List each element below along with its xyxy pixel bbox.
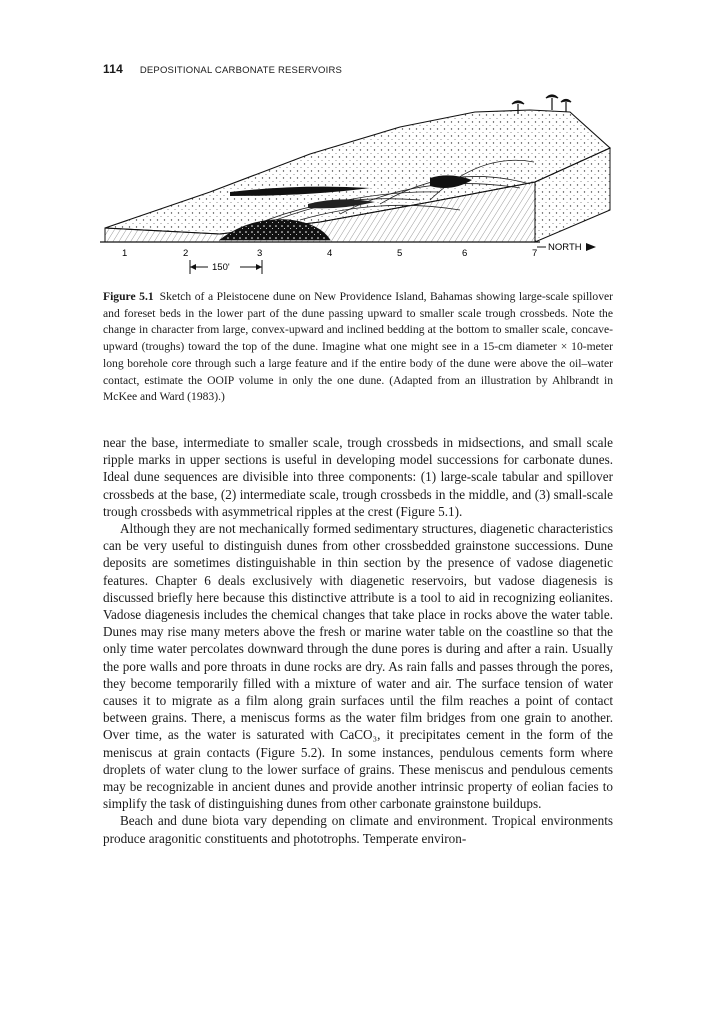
caption-text: Sketch of a Pleistocene dune on New Providence Island, Bahamas showing large-scale spillover and foreset beds in the lower part of the dune passing upward to smaller scale trough crossbeds. Note the change in character from large, convex-upward and inclined bedding at the bottom to smaller scale, concave-upward (troughs) toward the top of the dune. Imagine what one might see in a 15-cm diameter × 10-meter long borehole core through such a large feature and if the entire body of the dune were above the oil–water contact, estimate the OOIP volume in only the one dune. (Adapted from an illustration by Ahlbrandt in McKee and Ward (1983).)	[103, 290, 614, 404]
axis-label-3: 5	[397, 248, 403, 259]
figure-caption	[103, 289, 613, 406]
north-label: NORTH	[548, 242, 582, 253]
axis-label-4: 4	[327, 248, 333, 259]
paragraph: Although they are not mechanically formed sedimentary structures, diagenetic characteristics can be very useful to distinguish dunes from other crossbedded grainstone successions. Dune deposits are sometimes distinguishable in thin section by the presence of vadose diagenetic features. Chapter 6 deals exclusively with diagenetic reservoirs, but vadose diagenesis is discussed briefly here because this distinctive attribute is a tool to aid in recognizing eolianites. Vadose diagenesis includes the chemical changes that take place in rocks above the water table. Dunes may rise many meters above the fresh or marine water table on the coastline so that the only time water percolates downward through the dune pores is during and after a rain. Usually the pore walls and pore throats in dune rocks are dry. As rain falls and passes through the pores, they become temporarily filled with a mixture of water and air. The surface tension of water causes it to migrate as a film along grain surfaces until the film reaches a point of contact between grains. There, a meniscus forms as the water film bridges from one grain to another. Over time, as the water is saturated with CaCO₃, it precipitates cement in the form of the meniscus at grain contacts (Figure 5.2). In some instances, pendulous cements form where droplets of water clung to the lower surface of grains. These meniscus and pendulous cements may be recognizable in ancient dunes and provide another intrinsic property of eolian facies to simplify the task of distinguishing dunes from other carbonate grainstone buildups.	[103, 521, 613, 812]
paragraph: near the base, intermediate to smaller scale, trough crossbeds in midsections, and small scale ripple marks in upper sections is useful in developing model successions for carbonate dunes. Ideal dune sequences are divisible into three components: (1) large-scale tabular and spillover crossbeds at the base, (2) intermediate scale, trough crossbeds in the middle, and (3) small-scale trough crossbeds with asymmetrical ripples at the crest (Figure 5.1).	[103, 435, 613, 519]
page-number: 114	[103, 62, 123, 76]
body-text	[103, 434, 613, 847]
caption-label: Figure 5.1	[103, 290, 154, 303]
paragraph: Beach and dune biota vary depending on climate and environment. Tropical environments produce aragonitic constituents and phototrophs. Temperate environ-	[103, 813, 613, 846]
running-title: DEPOSITIONAL CARBONATE RESERVOIRS	[139, 65, 343, 76]
axis-label-5: 3	[257, 248, 263, 259]
dune-sketch-illustration	[100, 92, 620, 282]
figure-5-1	[100, 92, 620, 282]
north-arrow-icon	[586, 243, 596, 251]
scale-bar	[190, 260, 262, 274]
axis-label-2: 6	[462, 248, 468, 259]
scale-label: 150'	[212, 262, 230, 273]
running-header	[103, 62, 342, 76]
axis-label-1: 7	[532, 248, 538, 259]
axis-label-6: 2	[183, 248, 189, 259]
axis-label-7: 1	[122, 248, 128, 259]
